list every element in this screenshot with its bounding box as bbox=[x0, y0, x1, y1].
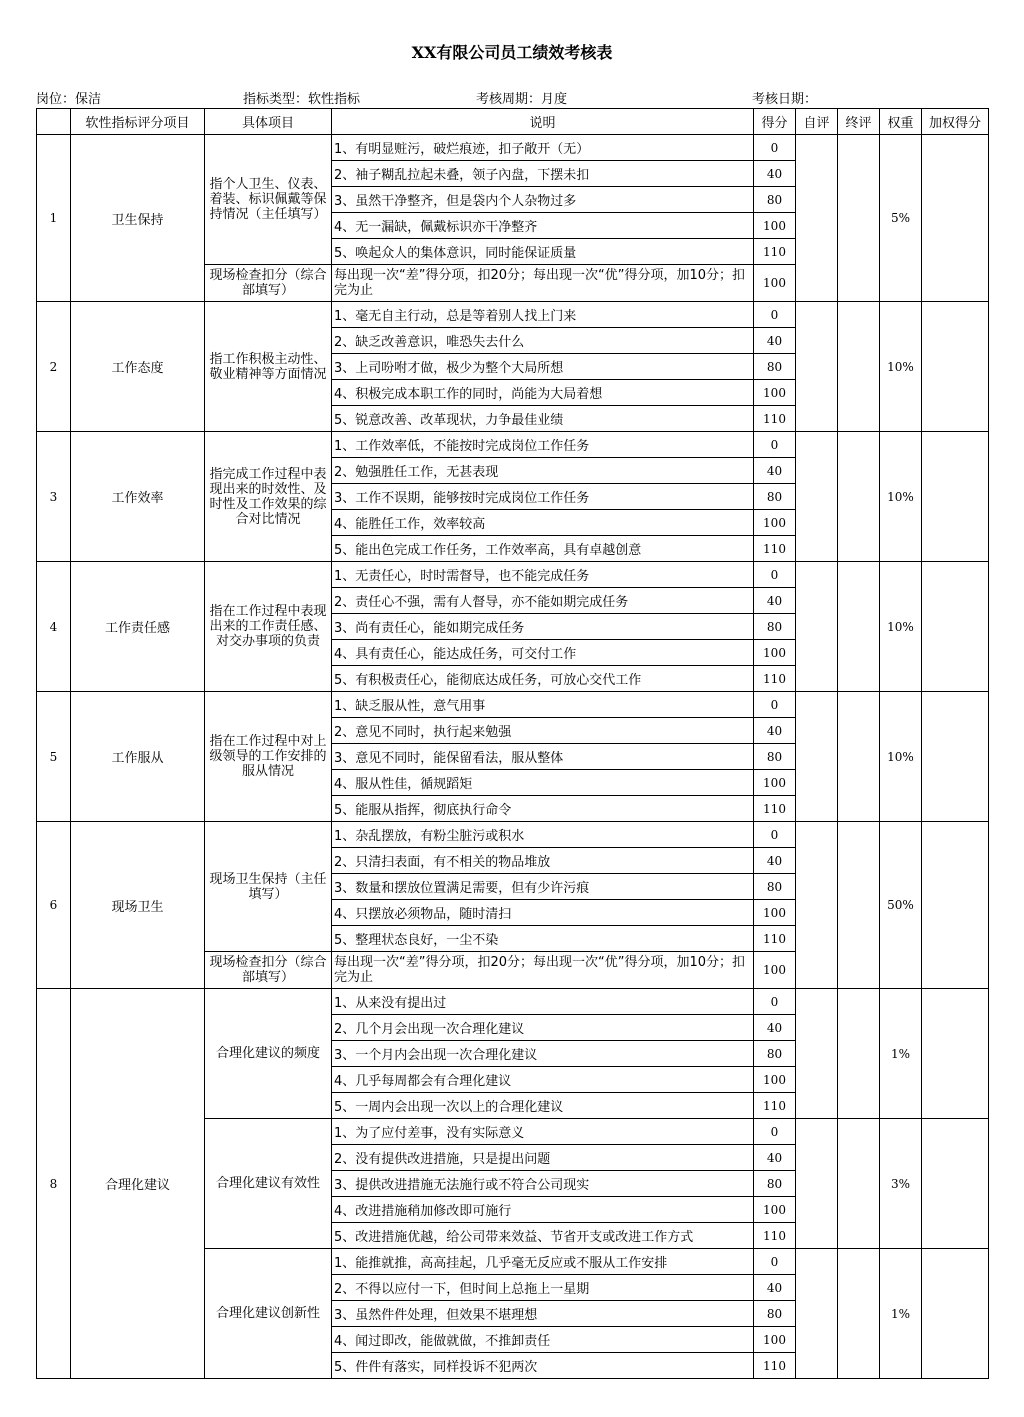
score-cell: 100 bbox=[754, 770, 796, 796]
item-name: 工作效率 bbox=[71, 432, 205, 562]
score-cell: 110 bbox=[754, 796, 796, 822]
self-eval-cell[interactable] bbox=[796, 692, 838, 822]
description-cell: 5、件件有落实，同样投诉不犯两次 bbox=[332, 1353, 754, 1379]
description-cell: 2、只清扫表面，有不相关的物品堆放 bbox=[332, 848, 754, 874]
specific-item: 指完成工作过程中表现出来的时效性、及时性及工作效果的综合对比情况 bbox=[205, 432, 332, 562]
self-eval-cell[interactable] bbox=[796, 989, 838, 1119]
weighted-score-cell[interactable] bbox=[922, 989, 989, 1119]
score-cell: 100 bbox=[754, 1327, 796, 1353]
description-cell: 3、一个月内会出现一次合理化建议 bbox=[332, 1041, 754, 1067]
weighted-score-cell[interactable] bbox=[922, 822, 989, 989]
description-cell: 3、数量和摆放位置满足需要，但有少许污痕 bbox=[332, 874, 754, 900]
specific-item: 指在工作过程中表现出来的工作责任感、对交办事项的负责 bbox=[205, 562, 332, 692]
performance-table bbox=[36, 108, 989, 1379]
item-name: 工作服从 bbox=[71, 692, 205, 822]
description-cell: 1、能推就推，高高挂起，几乎毫无反应或不服从工作安排 bbox=[332, 1249, 754, 1275]
description-cell: 3、提供改进措施无法施行或不符合公司现实 bbox=[332, 1171, 754, 1197]
description-cell: 3、虽然干净整齐，但是袋内个人杂物过多 bbox=[332, 187, 754, 213]
weight-cell: 1% bbox=[880, 1249, 922, 1379]
specific-item: 合理化建议创新性 bbox=[205, 1249, 332, 1379]
description-cell: 2、意见不同时，执行起来勉强 bbox=[332, 718, 754, 744]
final-eval-cell[interactable] bbox=[838, 302, 880, 432]
score-cell: 40 bbox=[754, 1275, 796, 1301]
table-row bbox=[37, 562, 989, 588]
score-cell: 0 bbox=[754, 1249, 796, 1275]
description-cell: 每出现一次“差”得分项，扣20分；每出现一次“优”得分项，加10分；扣完为止 bbox=[332, 952, 754, 989]
weight-cell: 10% bbox=[880, 432, 922, 562]
specific-item: 指工作积极主动性、敬业精神等方面情况 bbox=[205, 302, 332, 432]
item-index: 1 bbox=[37, 135, 71, 302]
header-specific: 具体项目 bbox=[205, 109, 332, 135]
description-cell: 2、没有提供改进措施，只是提出问题 bbox=[332, 1145, 754, 1171]
score-cell: 110 bbox=[754, 666, 796, 692]
score-cell: 110 bbox=[754, 1353, 796, 1379]
score-cell: 80 bbox=[754, 1171, 796, 1197]
item-index: 3 bbox=[37, 432, 71, 562]
form-title: XX有限公司员工绩效考核表 bbox=[411, 43, 613, 62]
self-eval-cell[interactable] bbox=[796, 1119, 838, 1249]
self-eval-cell[interactable] bbox=[796, 1249, 838, 1379]
weighted-score-cell[interactable] bbox=[922, 302, 989, 432]
score-cell: 110 bbox=[754, 1093, 796, 1119]
date-label: 考核日期： bbox=[752, 92, 818, 107]
description-cell: 1、无责任心，时时需督导，也不能完成任务 bbox=[332, 562, 754, 588]
score-cell: 100 bbox=[754, 1067, 796, 1093]
weight-cell: 10% bbox=[880, 302, 922, 432]
description-cell: 1、从来没有提出过 bbox=[332, 989, 754, 1015]
score-cell: 0 bbox=[754, 989, 796, 1015]
header-weight: 权重 bbox=[880, 109, 922, 135]
description-cell: 2、袖子糊乱拉起未叠，领子內盘，下摆未扣 bbox=[332, 161, 754, 187]
header-row bbox=[37, 109, 989, 135]
final-eval-cell[interactable] bbox=[838, 432, 880, 562]
indicator-type-label: 指标类型：软性指标 bbox=[243, 92, 361, 107]
score-cell: 80 bbox=[754, 187, 796, 213]
weight-cell: 50% bbox=[880, 822, 922, 989]
description-cell: 5、能服从指挥，彻底执行命令 bbox=[332, 796, 754, 822]
score-cell: 100 bbox=[754, 265, 796, 302]
description-cell: 5、唤起众人的集体意识，同时能保证质量 bbox=[332, 239, 754, 265]
header-item: 软性指标评分项目 bbox=[71, 109, 205, 135]
score-cell: 40 bbox=[754, 718, 796, 744]
item-index: 8 bbox=[37, 989, 71, 1379]
specific-item: 合理化建议的频度 bbox=[205, 989, 332, 1119]
item-index: 5 bbox=[37, 692, 71, 822]
description-cell: 2、不得以应付一下，但时间上总拖上一星期 bbox=[332, 1275, 754, 1301]
self-eval-cell[interactable] bbox=[796, 432, 838, 562]
header-description: 说明 bbox=[332, 109, 754, 135]
self-eval-cell[interactable] bbox=[796, 135, 838, 302]
final-eval-cell[interactable] bbox=[838, 692, 880, 822]
description-cell: 4、只摆放必须物品，随时清扫 bbox=[332, 900, 754, 926]
description-cell: 4、积极完成本职工作的同时，尚能为大局着想 bbox=[332, 380, 754, 406]
score-cell: 40 bbox=[754, 1145, 796, 1171]
score-cell: 40 bbox=[754, 328, 796, 354]
item-index: 6 bbox=[37, 822, 71, 989]
score-cell: 40 bbox=[754, 161, 796, 187]
description-cell: 3、意见不同时，能保留看法，服从整体 bbox=[332, 744, 754, 770]
score-cell: 110 bbox=[754, 1223, 796, 1249]
score-cell: 110 bbox=[754, 406, 796, 432]
specific-item: 现场检查扣分（综合部填写） bbox=[205, 265, 332, 302]
specific-item: 合理化建议有效性 bbox=[205, 1119, 332, 1249]
description-cell: 3、尚有责任心，能如期完成任务 bbox=[332, 614, 754, 640]
description-cell: 1、工作效率低，不能按时完成岗位工作任务 bbox=[332, 432, 754, 458]
score-cell: 80 bbox=[754, 1301, 796, 1327]
table-row bbox=[37, 302, 989, 328]
description-cell: 5、有积极责任心，能彻底达成任务，可放心交代工作 bbox=[332, 666, 754, 692]
final-eval-cell[interactable] bbox=[838, 822, 880, 989]
self-eval-cell[interactable] bbox=[796, 302, 838, 432]
score-cell: 40 bbox=[754, 848, 796, 874]
table-body bbox=[37, 135, 989, 1379]
score-cell: 110 bbox=[754, 239, 796, 265]
weight-cell: 5% bbox=[880, 135, 922, 302]
description-cell: 4、无一漏缺，佩戴标识亦干净整齐 bbox=[332, 213, 754, 239]
description-cell: 1、毫无自主行动，总是等着别人找上门来 bbox=[332, 302, 754, 328]
score-cell: 0 bbox=[754, 135, 796, 161]
table-row bbox=[37, 135, 989, 161]
specific-item: 现场卫生保持（主任填写） bbox=[205, 822, 332, 952]
description-cell: 1、杂乱摆放，有粉尘脏污或积水 bbox=[332, 822, 754, 848]
description-cell: 4、改进措施稍加修改即可施行 bbox=[332, 1197, 754, 1223]
score-cell: 80 bbox=[754, 744, 796, 770]
score-cell: 0 bbox=[754, 1119, 796, 1145]
description-cell: 4、服从性佳，循规蹈矩 bbox=[332, 770, 754, 796]
header-self-eval: 自评 bbox=[796, 109, 838, 135]
description-cell: 5、一周内会出现一次以上的合理化建议 bbox=[332, 1093, 754, 1119]
specific-item: 现场检查扣分（综合部填写） bbox=[205, 952, 332, 989]
specific-item: 指个人卫生、仪表、着装、标识佩戴等保持情况（主任填写） bbox=[205, 135, 332, 265]
score-cell: 0 bbox=[754, 822, 796, 848]
score-cell: 0 bbox=[754, 692, 796, 718]
score-cell: 40 bbox=[754, 1015, 796, 1041]
description-cell: 4、能胜任工作，效率较高 bbox=[332, 510, 754, 536]
self-eval-cell[interactable] bbox=[796, 562, 838, 692]
item-index: 4 bbox=[37, 562, 71, 692]
description-cell: 2、勉强胜任工作，无甚表现 bbox=[332, 458, 754, 484]
table-row bbox=[37, 822, 989, 848]
score-cell: 80 bbox=[754, 874, 796, 900]
self-eval-cell[interactable] bbox=[796, 822, 838, 989]
item-name: 工作态度 bbox=[71, 302, 205, 432]
final-eval-cell[interactable] bbox=[838, 989, 880, 1119]
description-cell: 5、整理状态良好，一尘不染 bbox=[332, 926, 754, 952]
description-cell: 4、具有责任心，能达成任务，可交付工作 bbox=[332, 640, 754, 666]
score-cell: 100 bbox=[754, 640, 796, 666]
table-row bbox=[37, 692, 989, 718]
description-cell: 3、工作不误期，能够按时完成岗位工作任务 bbox=[332, 484, 754, 510]
weighted-score-cell[interactable] bbox=[922, 135, 989, 302]
description-cell: 4、闻过即改，能做就做，不推卸责任 bbox=[332, 1327, 754, 1353]
weighted-score-cell[interactable] bbox=[922, 432, 989, 562]
item-name: 卫生保持 bbox=[71, 135, 205, 302]
description-cell: 5、能出色完成工作任务，工作效率高，具有卓越创意 bbox=[332, 536, 754, 562]
score-cell: 100 bbox=[754, 1197, 796, 1223]
description-cell: 5、改进措施优越，给公司带来效益、节省开支或改进工作方式 bbox=[332, 1223, 754, 1249]
description-cell: 4、几乎每周都会有合理化建议 bbox=[332, 1067, 754, 1093]
score-cell: 100 bbox=[754, 510, 796, 536]
score-cell: 80 bbox=[754, 484, 796, 510]
header-final-eval: 终评 bbox=[838, 109, 880, 135]
specific-item: 指在工作过程中对上级领导的工作安排的服从情况 bbox=[205, 692, 332, 822]
score-cell: 100 bbox=[754, 952, 796, 989]
score-cell: 40 bbox=[754, 588, 796, 614]
score-cell: 40 bbox=[754, 458, 796, 484]
weight-cell: 3% bbox=[880, 1119, 922, 1249]
table-row bbox=[37, 432, 989, 458]
description-cell: 1、为了应付差事，没有实际意义 bbox=[332, 1119, 754, 1145]
item-name: 工作责任感 bbox=[71, 562, 205, 692]
score-cell: 100 bbox=[754, 213, 796, 239]
weight-cell: 10% bbox=[880, 692, 922, 822]
description-cell: 3、虽然件件处理，但效果不堪理想 bbox=[332, 1301, 754, 1327]
weight-cell: 1% bbox=[880, 989, 922, 1119]
description-cell: 1、有明显赃污，破烂痕迹，扣子敞开（无） bbox=[332, 135, 754, 161]
table-row bbox=[37, 989, 989, 1015]
item-index: 2 bbox=[37, 302, 71, 432]
score-cell: 100 bbox=[754, 900, 796, 926]
period-label: 考核周期：月度 bbox=[476, 92, 568, 107]
score-cell: 80 bbox=[754, 354, 796, 380]
score-cell: 110 bbox=[754, 926, 796, 952]
final-eval-cell[interactable] bbox=[838, 1119, 880, 1249]
description-cell: 2、责任心不强，需有人督导，亦不能如期完成任务 bbox=[332, 588, 754, 614]
score-cell: 100 bbox=[754, 380, 796, 406]
weight-cell: 10% bbox=[880, 562, 922, 692]
header-index bbox=[37, 109, 71, 135]
weighted-score-cell[interactable] bbox=[922, 562, 989, 692]
description-cell: 2、缺乏改善意识，唯恐失去什么 bbox=[332, 328, 754, 354]
weighted-score-cell[interactable] bbox=[922, 1249, 989, 1379]
description-cell: 1、缺乏服从性，意气用事 bbox=[332, 692, 754, 718]
weighted-score-cell[interactable] bbox=[922, 692, 989, 822]
item-name: 现场卫生 bbox=[71, 822, 205, 989]
description-cell: 2、几个月会出现一次合理化建议 bbox=[332, 1015, 754, 1041]
score-cell: 110 bbox=[754, 536, 796, 562]
header-score: 得分 bbox=[754, 109, 796, 135]
score-cell: 80 bbox=[754, 1041, 796, 1067]
position-label: 岗位：保洁 bbox=[36, 92, 102, 107]
final-eval-cell[interactable] bbox=[838, 1249, 880, 1379]
description-cell: 5、锐意改善、改革现状，力争最佳业绩 bbox=[332, 406, 754, 432]
score-cell: 0 bbox=[754, 562, 796, 588]
header-weighted-score: 加权得分 bbox=[922, 109, 989, 135]
score-cell: 80 bbox=[754, 614, 796, 640]
description-cell: 每出现一次“差”得分项，扣20分；每出现一次“优”得分项，加10分；扣完为止 bbox=[332, 265, 754, 302]
score-cell: 0 bbox=[754, 432, 796, 458]
final-eval-cell[interactable] bbox=[838, 562, 880, 692]
weighted-score-cell[interactable] bbox=[922, 1119, 989, 1249]
item-name: 合理化建议 bbox=[71, 989, 205, 1379]
score-cell: 0 bbox=[754, 302, 796, 328]
final-eval-cell[interactable] bbox=[838, 135, 880, 302]
description-cell: 3、上司吩咐才做，极少为整个大局所想 bbox=[332, 354, 754, 380]
